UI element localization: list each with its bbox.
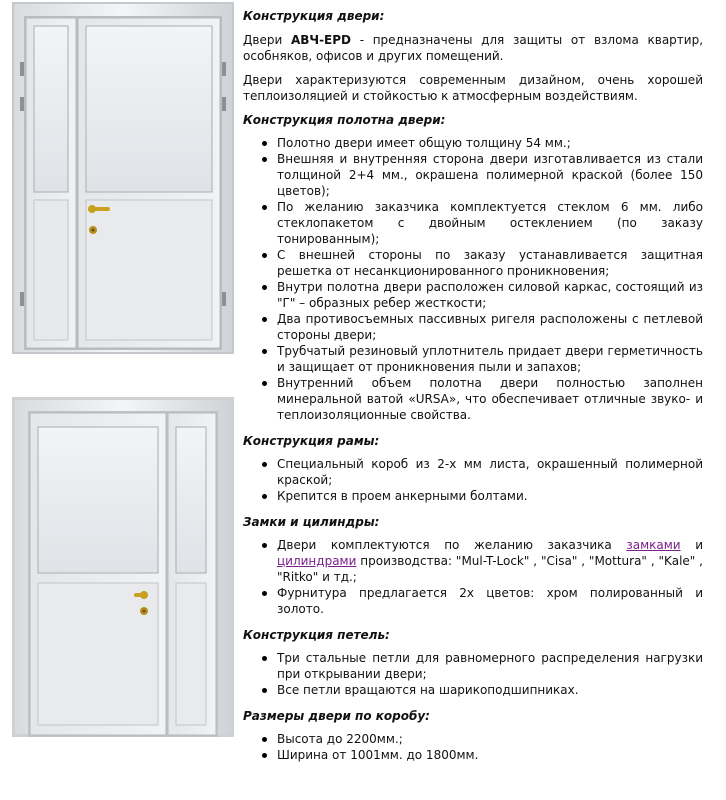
list-item: Все петли вращаются на шарикоподшипниках. <box>243 682 703 698</box>
list-item: Специальный короб из 2-х мм листа, окрашенный полимерной краской; <box>243 456 703 488</box>
list-item: Трубчатый резиновый уплотнитель придает двери герметичность и защищает от проникновения пыли и запахов; <box>243 343 703 375</box>
locks-text-b: и <box>680 538 703 552</box>
door-intro-prefix: Двери <box>243 33 291 47</box>
locks-features-list <box>243 537 703 617</box>
door-images-column <box>0 0 236 800</box>
door-brand-name: АВЧ-EPD <box>290 33 352 47</box>
door-image-exterior <box>12 397 234 737</box>
locks-text-c: производства: "Mul-T-Lock" , "Cisa" , "Mottura" , "Kale" , "Ritko" и тд.; <box>277 554 703 584</box>
heading-hinges: Конструкция петель: <box>243 628 390 642</box>
frame-features-list <box>243 456 703 504</box>
list-item: Высота до 2200мм.; <box>243 731 703 747</box>
list-item: Крепится в проем анкерными болтами. <box>243 488 703 504</box>
cylinders-link[interactable]: цилиндрами <box>277 554 357 568</box>
list-item: Полотно двери имеет общую толщину 54 мм.; <box>243 135 703 151</box>
list-item: По желанию заказчика комплектуется стеклом 6 мм. либо стеклопакетом с двойным остеклением (по заказу тонированным); <box>243 199 703 247</box>
heading-locks: Замки и цилиндры: <box>243 515 380 529</box>
heading-sizes: Размеры двери по коробу: <box>243 709 430 723</box>
description-column <box>243 8 703 763</box>
leaf-features-list <box>243 135 703 423</box>
list-item <box>243 537 703 585</box>
door-features-paragraph: Двери характеризуются современным дизайном, очень хорошей теплоизоляцией и стойкостью к атмосферным воздействиям. <box>243 73 703 103</box>
sizes-list <box>243 731 703 763</box>
heading-leaf-construction: Конструкция полотна двери: <box>243 113 446 127</box>
hinges-features-list <box>243 650 703 698</box>
list-item: Три стальные петли для равномерного распределения нагрузки при открывании двери; <box>243 650 703 682</box>
list-item: Внутренний объем полотна двери полностью заполнен минеральной ватой «URSA», что обеспечивает отличные звуко- и теплоизоляционные свойства. <box>243 375 703 423</box>
list-item: Внешняя и внутренняя сторона двери изготавливается из стали толщиной 2+4 мм., окрашена полимерной краской (более 150 цветов); <box>243 151 703 199</box>
list-item: С внешней стороны по заказу устанавливается защитная решетка от несанкционированного проникновения; <box>243 247 703 279</box>
heading-door-construction: Конструкция двери: <box>243 9 385 23</box>
heading-frame-construction: Конструкция рамы: <box>243 434 380 448</box>
list-item: Внутри полотна двери расположен силовой каркас, состоящий из "Г" – образных ребер жесткости; <box>243 279 703 311</box>
door-image-interior <box>12 2 234 354</box>
list-item: Фурнитура предлагается 2х цветов: хром полированный и золото. <box>243 585 703 617</box>
locks-text-a: Двери комплектуются по желанию заказчика <box>277 538 627 552</box>
door-intro-paragraph <box>243 32 703 64</box>
door-intro-suffix: - предназначены для защиты от взлома квартир, особняков, офисов и других помещений. <box>243 33 704 63</box>
list-item: Ширина от 1001мм. до 1800мм. <box>243 747 703 763</box>
locks-link[interactable]: замками <box>626 538 681 552</box>
list-item: Два противосъемных пассивных ригеля расположены с петлевой стороны двери; <box>243 311 703 343</box>
